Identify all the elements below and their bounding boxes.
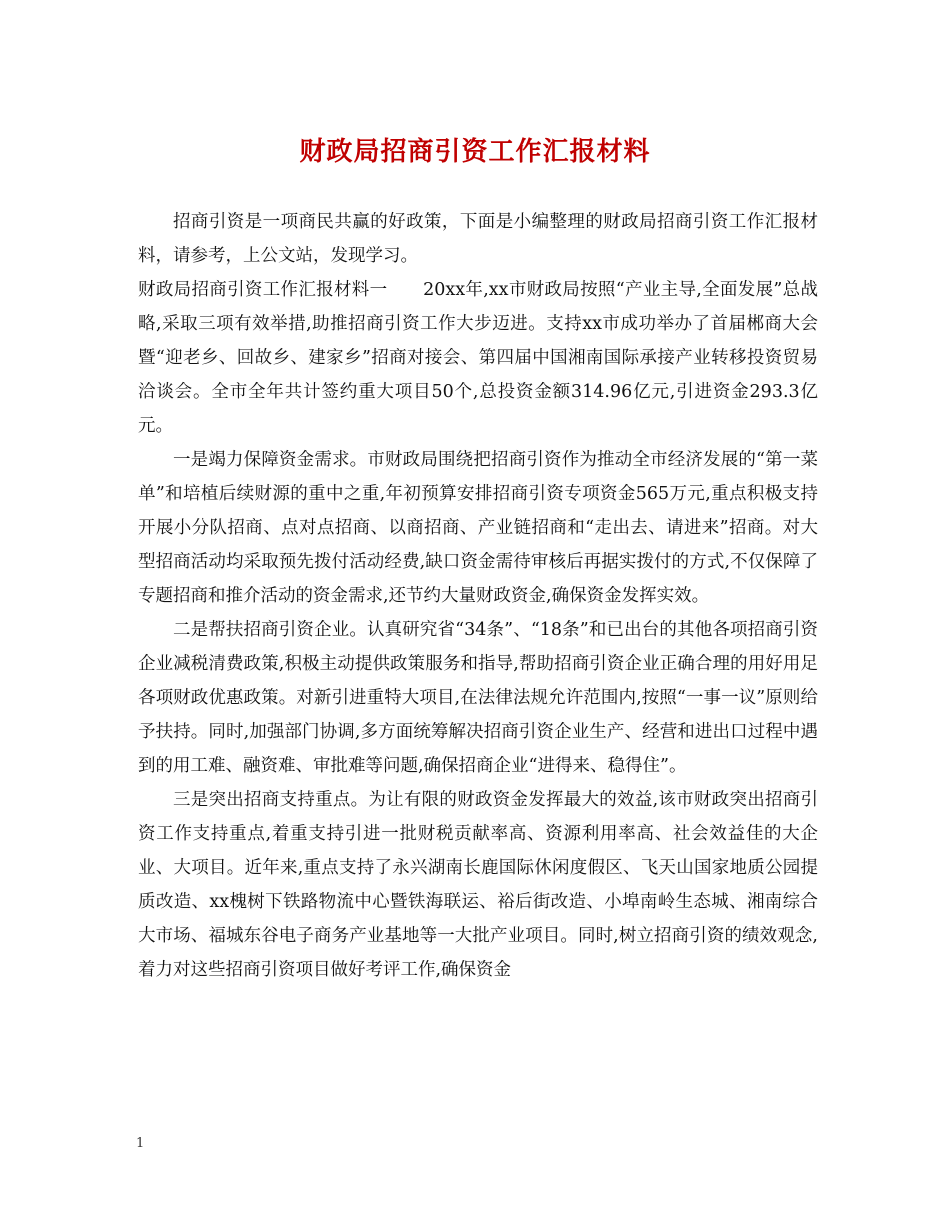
- page-number: 1: [136, 1136, 145, 1151]
- intro-paragraph: 招商引资是一项商民共赢的好政策，下面是小编整理的财政局招商引资工作汇报材料，请参考，上公文站，发现学习。: [138, 212, 818, 266]
- measure-three-paragraph: 三是突出招商支持重点。为让有限的财政资金发挥最大的效益,该市财政突出招商引资工作支持重点,着重支持引进一批财税贡献率高、资源利用率高、社会效益佳的大企业、大项目。近年来,重点支持了永兴湖南长鹿国际休闲度假区、飞天山国家地质公园提质改造、xx槐树下铁路物流中心暨铁海联运、裕后街改造、小埠南岭生态城、湘南综合大市场、福城东谷电子商务产业基地等一大批产业项目。同时,树立招商引资的绩效观念,着力对这些招商引资项目做好考评工作,确保资金: [138, 790, 818, 980]
- measure-two-paragraph: 二是帮扶招商引资企业。认真研究省“34条”、“18条”和已出台的其他各项招商引资企业减税清费政策,积极主动提供政策服务和指导,帮助招商引资企业正确合理的用好用足各项财政优惠政策。对新引进重特大项目,在法律法规允许范围内,按照“一事一议”原则给予扶持。同时,加强部门协调,多方面统筹解决招商引资企业生产、经营和进出口过程中遇到的用工难、融资难、审批难等问题,确保招商企业“进得来、稳得住”。: [138, 620, 818, 776]
- document-title: 财政局招商引资工作汇报材料: [299, 137, 651, 167]
- measure-one-paragraph: 一是竭力保障资金需求。市财政局围绕把招商引资作为推动全市经济发展的“第一菜单”和培植后续财源的重中之重,年初预算安排招商引资专项资金565万元,重点积极支持开展小分队招商、点对点招商、以商招商、产业链招商和“走出去、请进来”招商。对大型招商活动均采取预先拨付活动经费,缺口资金需待审核后再据实拨付的方式,不仅保障了专题招商和推介活动的资金需求,还节约大量财政资金,确保资金发挥实效。: [138, 450, 818, 606]
- overview-paragraph: 财政局招商引资工作汇报材料一 20xx年,xx市财政局按照“产业主导,全面发展”总战略,采取三项有效举措,助推招商引资工作大步迈进。支持xx市成功举办了首届郴商大会暨“迎老乡、回故乡、建家乡”招商对接会、第四届中国湘南国际承接产业转移投资贸易洽谈会。全市全年共计签约重大项目50个,总投资金额314.96亿元,引进资金293.3亿元。: [138, 280, 818, 436]
- document-body: [138, 205, 818, 987]
